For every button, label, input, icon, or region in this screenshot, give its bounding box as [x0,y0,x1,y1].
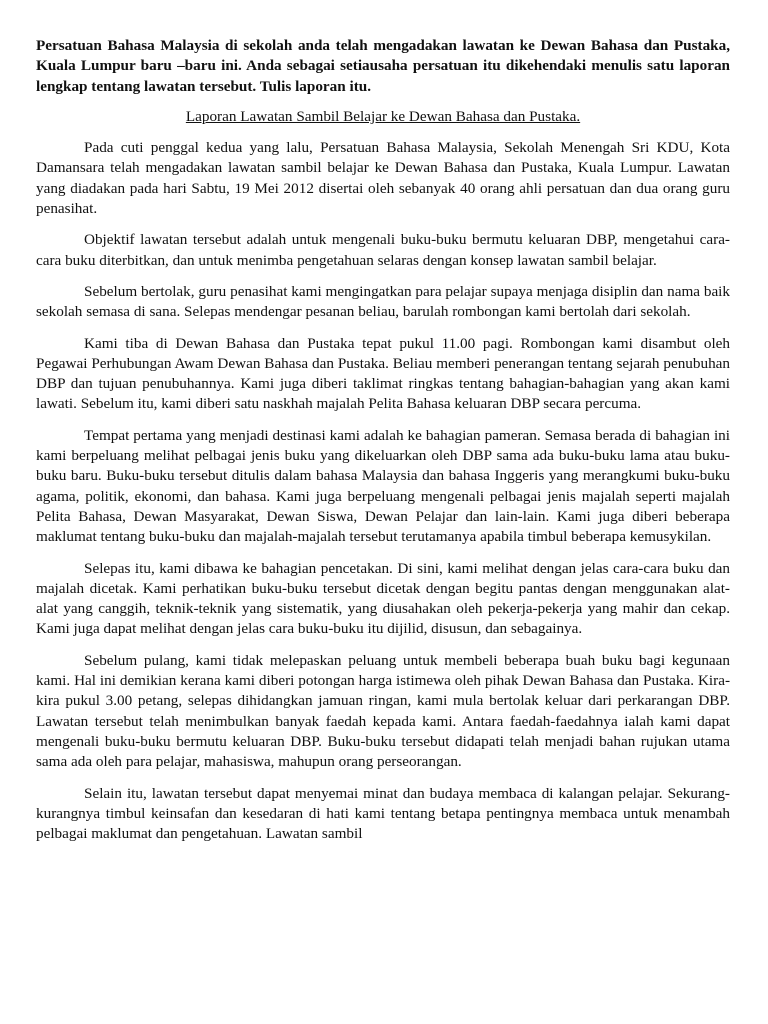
paragraph-6: Selepas itu, kami dibawa ke bahagian pencetakan. Di sini, kami melihat dengan jelas cara-cara buku dan majalah dicetak. Kami perhatikan buku-buku tersebut dicetak dengan begitu pantas dengan menggunakan alat-alat yang canggih, teknik-teknik yang sistematik, yang diusahakan oleh pekerja-pekerja yang mahir dan cekap. Kami juga dapat melihat dengan jelas cara buku-buku itu dijilid, disusun, dan sebagainya. [36,559,730,638]
assignment-question: Persatuan Bahasa Malaysia di sekolah anda telah mengadakan lawatan ke Dewan Bahasa dan Pustaka, Kuala Lumpur baru –baru ini. Anda sebagai setiausaha persatuan itu dikehendaki menulis satu laporan lengkap tentang lawatan tersebut. Tulis laporan itu. [36,37,730,95]
paragraph-5: Tempat pertama yang menjadi destinasi kami adalah ke bahagian pameran. Semasa berada di bahagian ini kami berpeluang melihat pelbagai jenis buku yang dikeluarkan oleh DBP sama ada buku-buku lama atau buku-buku baru. Buku-buku tersebut ditulis dalam bahasa Malaysia dan bahasa Inggeris yang merangkumi buku-buku agama, politik, ekonomi, dan bahasa. Kami juga berpeluang mengenali pelbagai jenis majalah seperti majalah Pelita Bahasa, Dewan Masyarakat, Dewan Siswa, Dewan Pelajar dan lain-lain. Kami juga diberi beberapa maklumat tentang buku-buku dan majalah-majalah tersebut terutamanya apabila timbul beberapa kemusykilan. [36,426,730,546]
paragraph-1: Pada cuti penggal kedua yang lalu, Persatuan Bahasa Malaysia, Sekolah Menengah Sri KDU, Kota Damansara telah mengadakan lawatan sambil belajar ke Dewan Bahasa dan Pustaka, Kuala Lumpur. Lawatan yang diadakan pada hari Sabtu, 19 Mei 2012 disertai oleh sebanyak 40 orang ahli persatuan dan dua orang guru penasihat. [36,139,730,218]
report-title: Laporan Lawatan Sambil Belajar ke Dewan Bahasa dan Pustaka. [185,107,581,125]
paragraph-3: Sebelum bertolak, guru penasihat kami mengingatkan para pelajar supaya menjaga disiplin dan nama baik sekolah semasa di sana. Selepas mendengar pesanan beliau, barulah rombongan kami bertolah dari sekolah. [36,282,730,321]
paragraph-4: Kami tiba di Dewan Bahasa dan Pustaka tepat pukul 11.00 pagi. Rombongan kami disambut oleh Pegawai Perhubungan Awam Dewan Bahasa dan Pustaka. Beliau memberi penerangan tentang sejarah penubuhan DBP dan tujuan penubuhannya. Kami juga diberi taklimat ringkas tentang bahagian-bahagian yang akan kami lawati. Sebelum itu, kami diberi satu naskhah majalah Pelita Bahasa keluaran DBP secara percuma. [36,334,730,413]
paragraph-2: Objektif lawatan tersebut adalah untuk mengenali buku-buku bermutu keluaran DBP, mengetahui cara-cara buku diterbitkan, dan untuk menimba pengetahuan selaras dengan konsep lawatan sambil belajar. [36,231,730,269]
paragraph-7: Sebelum pulang, kami tidak melepaskan peluang untuk membeli beberapa buah buku bagi kegunaan kami. Hal ini demikian kerana kami diberi potongan harga istimewa oleh pihak Dewan Bahasa dan Pustaka. Kira-kira pukul 3.00 petang, selepas dihidangkan jamuan ringan, kami mula bertolak keluar dari perkarangan DBP. Lawatan tersebut telah menimbulkan banyak faedah kepada kami. Antara faedah-faedahnya ialah kami dapat mengenali buku-buku bermutu keluaran DBP. Buku-buku tersebut didapati telah menjadi bahan rujukan utama sama ada oleh para pelajar, mahasiswa, mahupun orang perseorangan. [36,651,730,771]
document-page [36,36,730,844]
paragraph-8: Selain itu, lawatan tersebut dapat menyemai minat dan budaya membaca di kalangan pelajar. Sekurang-kurangnya timbul keinsafan dan kesedaran di hati kami tentang betapa pentingnya membaca untuk menambah pelbagai maklumat dan pengetahuan. Lawatan sambil [36,784,730,843]
